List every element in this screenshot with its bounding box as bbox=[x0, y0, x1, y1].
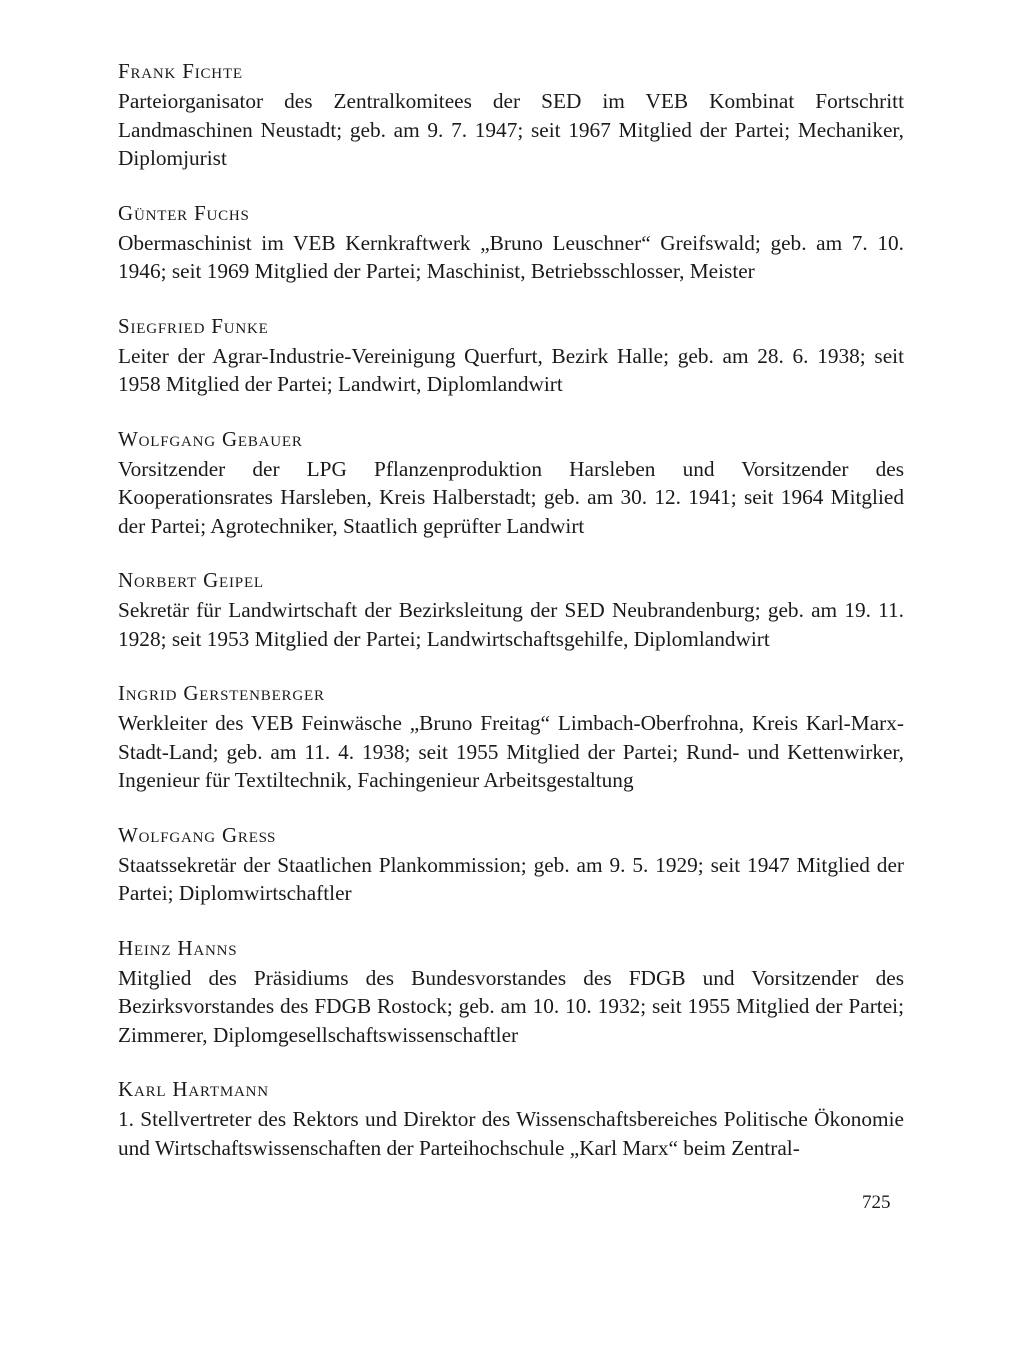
person-name: Wolfgang Gebauer bbox=[118, 426, 303, 451]
entry-funke bbox=[118, 313, 904, 399]
entry-gress bbox=[118, 822, 904, 908]
person-name: Frank Fichte bbox=[118, 59, 243, 83]
entry-gerstenberger bbox=[118, 680, 904, 795]
person-description: 1. Stellvertreter des Rektors und Direktor des Wissenschaftsbereiches Politische Ökonomie und Wirtschaftswissenschaften der Parteihochschule „Karl Marx“ beim Zentral- bbox=[118, 1107, 904, 1160]
person-name: Günter Fuchs bbox=[118, 200, 250, 225]
person-name: Karl Hartmann bbox=[118, 1077, 269, 1101]
person-name: Siegfried Funke bbox=[118, 313, 269, 338]
person-description: Werkleiter des VEB Feinwäsche „Bruno Freitag“ Limbach-Oberfrohna, Kreis Karl-Marx-Stadt-Land; geb. am 11. 4. 1938; seit 1955 Mitglied der Partei; Rund- und Kettenwirker, Ingenieur für Textiltechnik, Fachingenieur Arbeitsgestaltung bbox=[118, 711, 904, 792]
person-description: Leiter der Agrar-Industrie-Vereinigung Querfurt, Bezirk Halle; geb. am 28. 6. 1938; seit 1958 Mitglied der Partei; Landwirt, Diplomlandwirt bbox=[118, 343, 904, 396]
entry-hanns bbox=[118, 935, 904, 1050]
entry-gebauer bbox=[118, 426, 904, 541]
entry-geipel bbox=[118, 567, 904, 653]
person-description: Obermaschinist im VEB Kernkraftwerk „Bruno Leuschner“ Greifswald; geb. am 7. 10. 1946; seit 1969 Mitglied der Partei; Maschinist, Betriebsschlosser, Meister bbox=[118, 230, 904, 283]
biography-page bbox=[118, 58, 904, 1162]
page-number: 725 bbox=[862, 1192, 891, 1213]
entry-fuchs bbox=[118, 200, 904, 286]
person-name: Wolfgang Greß bbox=[118, 822, 277, 847]
entry-hartmann bbox=[118, 1076, 904, 1162]
entry-fichte bbox=[118, 58, 904, 173]
person-description: Mitglied des Präsidiums des Bundesvorstandes des FDGB und Vorsitzender des Bezirksvorstandes des FDGB Rostock; geb. am 10. 10. 1932; seit 1955 Mitglied der Partei; Zimmerer, Diplomgesellschaftswissenschaftler bbox=[118, 965, 904, 1047]
person-name: Heinz Hanns bbox=[118, 935, 238, 960]
person-description: Vorsitzender der LPG Pflanzenproduktion Harsleben und Vorsitzender des Kooperationsrates Harsleben, Kreis Halberstadt; geb. am 30. 12. 1941; seit 1964 Mitglied der Partei; Agrotechniker, Staatlich geprüfter Landwirt bbox=[118, 456, 904, 538]
person-name: Ingrid Gerstenberger bbox=[118, 681, 325, 705]
person-name: Norbert Geipel bbox=[118, 568, 264, 592]
person-description: Sekretär für Landwirtschaft der Bezirksleitung der SED Neubrandenburg; geb. am 19. 11. 1928; seit 1953 Mitglied der Partei; Landwirtschaftsgehilfe, Diplomlandwirt bbox=[118, 598, 904, 651]
person-description: Staatssekretär der Staatlichen Plankommission; geb. am 9. 5. 1929; seit 1947 Mitglied der Partei; Diplomwirtschaftler bbox=[118, 852, 904, 905]
person-description: Parteiorganisator des Zentralkomitees der SED im VEB Kombinat Fortschritt Landmaschinen Neustadt; geb. am 9. 7. 1947; seit 1967 Mitglied der Partei; Mechaniker, Diplomjurist bbox=[118, 89, 904, 170]
